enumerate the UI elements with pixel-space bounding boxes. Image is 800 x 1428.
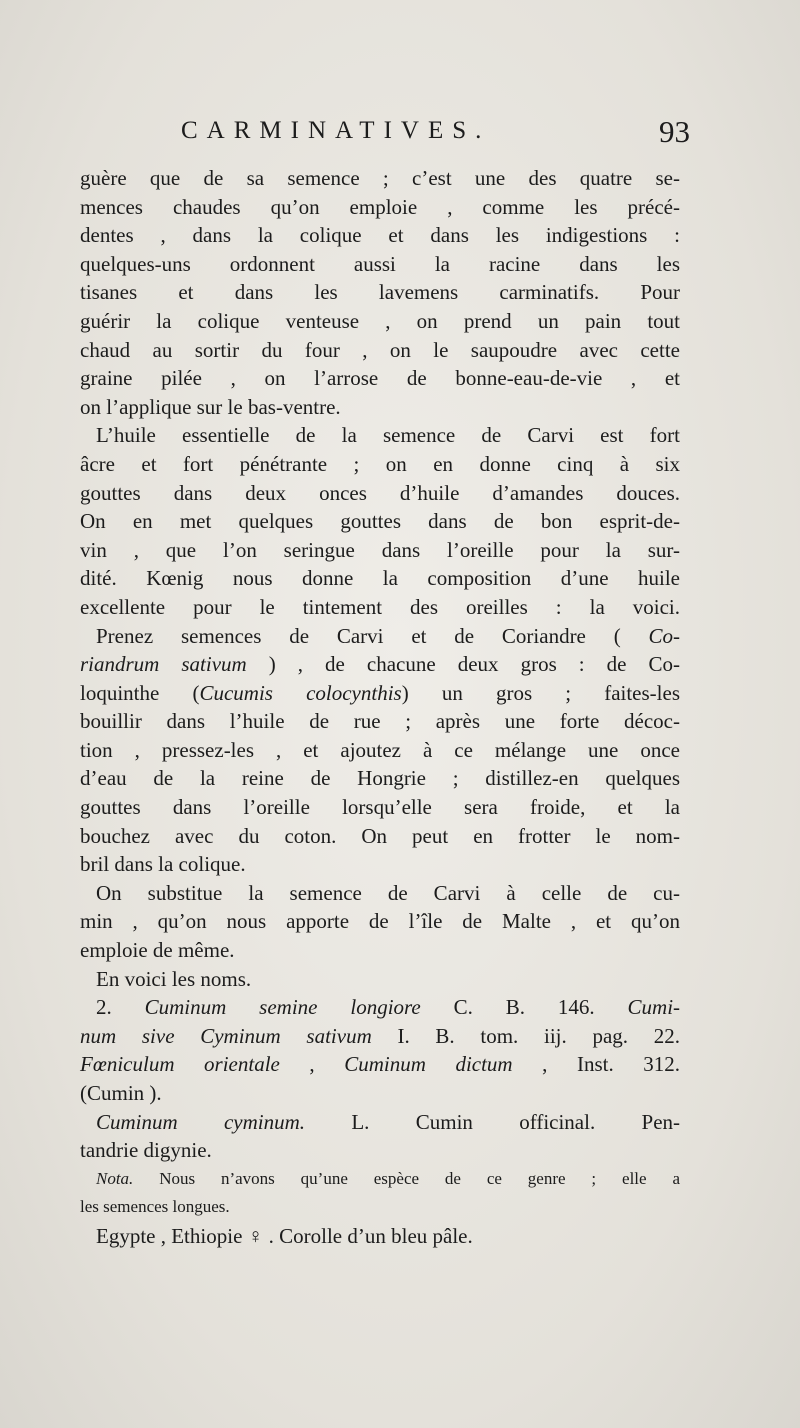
page-number: 93 — [659, 114, 690, 149]
text-line: 2. Cuminum semine longiore C. B. 146. Cumi- — [96, 995, 681, 1020]
text-line: d’eau de la reine de Hongrie ; distillez-en quelques — [80, 766, 680, 791]
text-line: Prenez semences de Carvi et de Coriandre ( Co- — [96, 623, 680, 648]
text-line: Nota. Nous n’avons qu’une espèce de ce genre ; elle a — [96, 1168, 680, 1188]
text-line: gouttes dans l’oreille lorsqu’elle sera froide, et la — [80, 795, 680, 820]
text-line: bril dans la colique. — [80, 852, 246, 877]
text-line: Cuminum cyminum. L. Cumin officinal. Pen- — [96, 1109, 681, 1134]
text-line: âcre et fort pénétrante ; on en donne cinq à six — [80, 451, 680, 476]
text-line: tisanes et dans les lavemens carminatifs. Pour — [80, 280, 680, 305]
text-line: loquinthe (Cucumis colocynthis) un gros ; faites-les — [80, 680, 680, 705]
text-line: On en met quelques gouttes dans de bon esprit-de- — [80, 509, 680, 534]
text-line: bouillir dans l’huile de rue ; après une forte décoc- — [80, 709, 680, 734]
text-line: les semences longues. — [80, 1197, 230, 1217]
text-line: guère que de sa semence ; c’est une des quatre se- — [80, 166, 680, 190]
text-line: En voici les noms. — [96, 966, 252, 991]
body-text — [80, 164, 680, 1251]
text-line: Egypte , Ethiopie ♀ . Corolle d’un bleu pâle. — [96, 1223, 473, 1248]
text-line: gouttes dans deux onces d’huile d’amandes douces. — [80, 480, 680, 505]
text-line: guérir la colique venteuse , on prend un pain tout — [80, 308, 680, 333]
page-header — [0, 114, 800, 157]
text-line: tion , pressez-les , et ajoutez à ce mélange une once — [80, 737, 680, 762]
text-line: (Cumin ). — [80, 1081, 162, 1105]
text-line: quelques-uns ordonnent aussi la racine dans les — [80, 251, 680, 276]
text-line: Fœniculum orientale , Cuminum dictum , Inst. 312. — [80, 1052, 681, 1077]
text-line: min , qu’on nous apporte de l’île de Malte , et qu’on — [80, 909, 680, 934]
running-head: CARMINATIVES. — [181, 117, 491, 144]
text-line: num sive Cyminum sativum I. B. tom. iij. pag. 22. — [80, 1023, 680, 1048]
text-line: chaud au sortir du four , on le saupoudre avec cette — [80, 337, 680, 362]
text-line: On substitue la semence de Carvi à celle de cu- — [96, 880, 680, 905]
text-line: tandrie digynie. — [80, 1138, 212, 1163]
text-line: emploie de même. — [80, 938, 235, 963]
text-line: graine pilée , on l’arrose de bonne-eau-de-vie , et — [80, 366, 680, 391]
text-line: dentes , dans la colique et dans les indigestions : — [80, 223, 680, 248]
text-line: riandrum sativum ) , de chacune deux gros : de Co- — [80, 652, 680, 677]
text-line: excellente pour le tintement des oreilles : la voici. — [80, 594, 680, 619]
text-line: L’huile essentielle de la semence de Carvi est fort — [96, 423, 680, 448]
text-line: bouchez avec du coton. On peut en frotter le nom- — [80, 823, 680, 848]
text-line: mences chaudes qu’on emploie , comme les précé- — [80, 194, 680, 219]
text-line: on l’applique sur le bas-ventre. — [80, 394, 341, 419]
text-line: vin , que l’on seringue dans l’oreille pour la sur- — [80, 537, 680, 562]
text-line: dité. Kœnig nous donne la composition d’une huile — [80, 566, 680, 591]
